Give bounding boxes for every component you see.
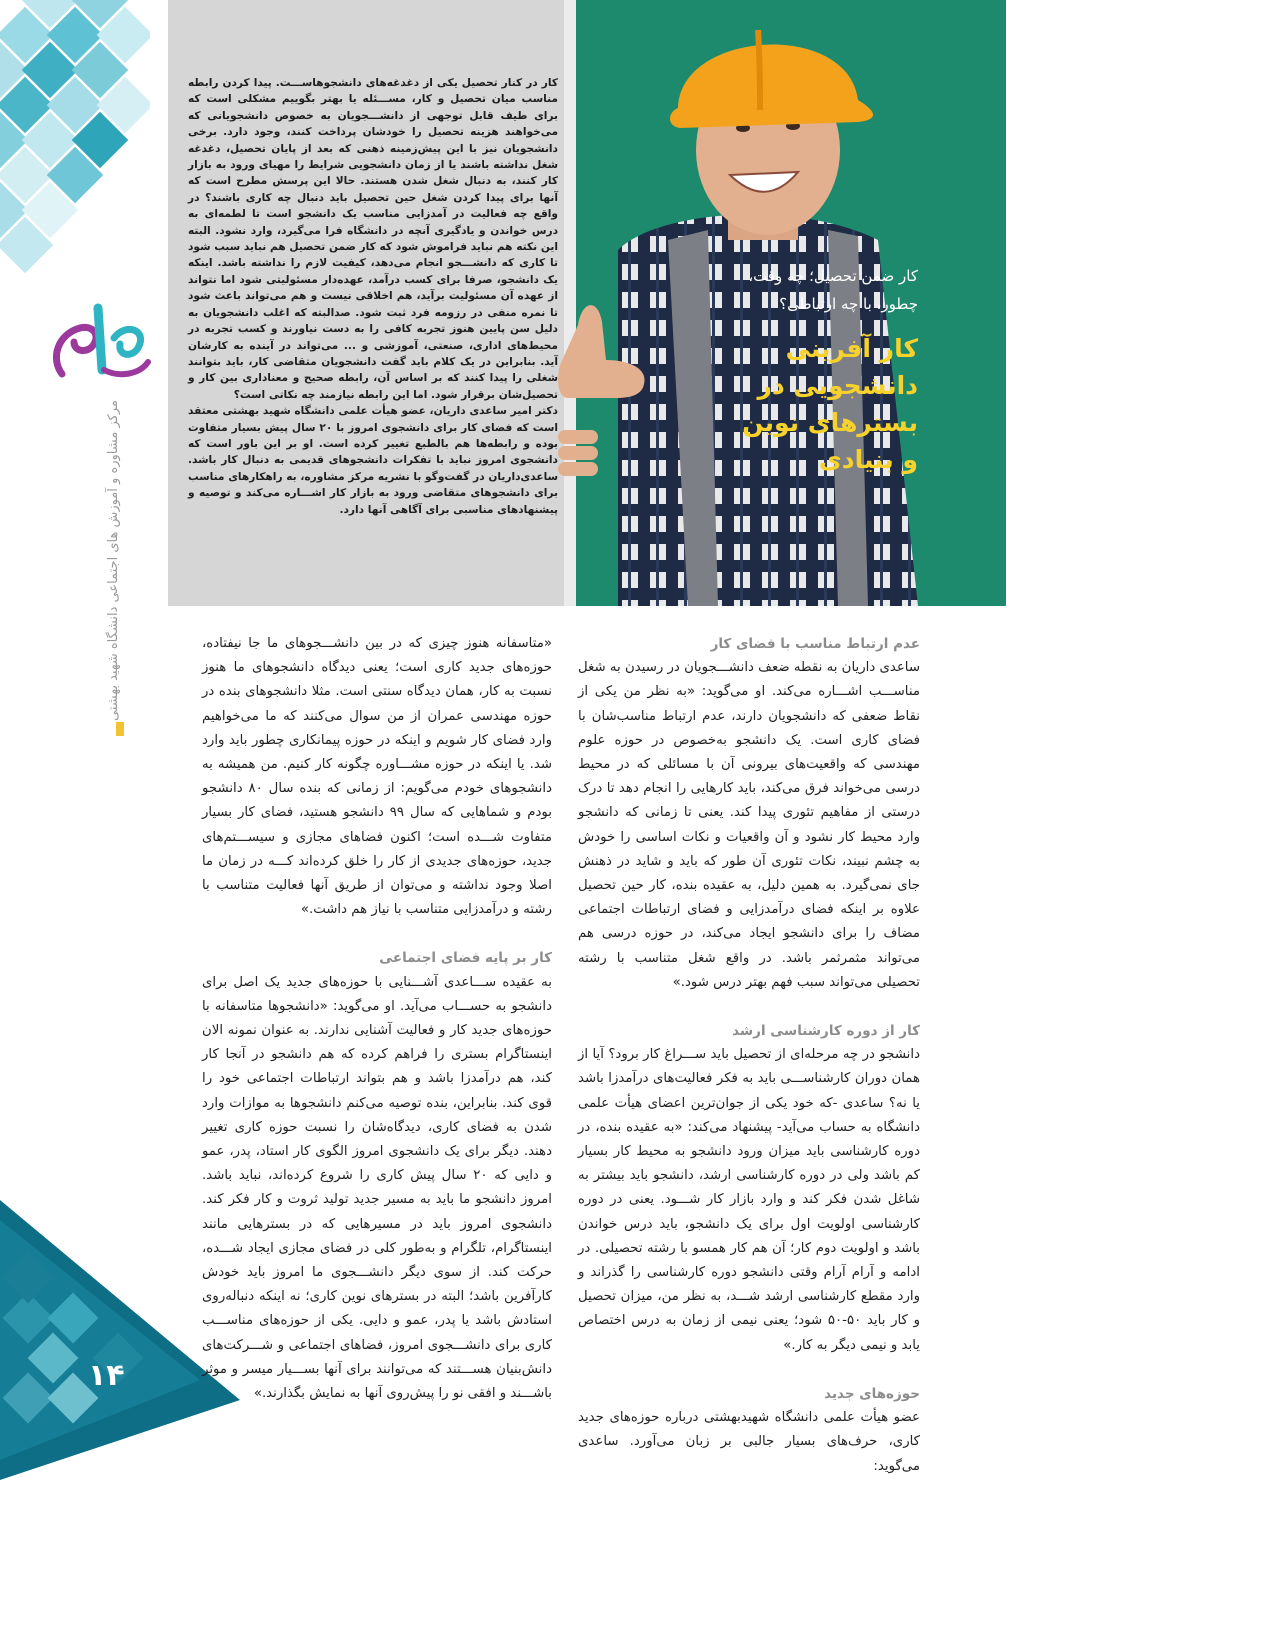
accent-bar: [116, 722, 124, 736]
organization-name-vertical: مرکز مشاوره و آموزش های اجتماعی دانشگاه شهید بهشتی: [106, 400, 121, 721]
decorative-diamond-pattern-top: [0, 0, 150, 290]
section-heading: کار بر پایه فضای اجتماعی: [379, 950, 552, 967]
section-heading: حوزه‌های جدید: [824, 1385, 920, 1402]
section-body: عضو هیأت علمی دانشگاه شهیدبهشتی درباره حوزه‌های جدید کاری، حرف‌های بسیار جالبی بر زبان می‌آورد. ساعدی می‌گوید:: [578, 1410, 920, 1474]
section-heading: کار از دوره کارشناسی ارشد: [732, 1023, 920, 1040]
page-number: ۱۴: [88, 1358, 125, 1393]
section-heading: عدم ارتباط مناسب با فضای کار: [710, 636, 920, 652]
hero-headline: کار آفرینی دانشجویی در بسترهای نوین و بنیادی: [742, 334, 918, 474]
hero-kicker: کار ضمن تحصیل؛ چه وقت، چطور، با چه ارتباطی؟: [748, 267, 918, 313]
section-body: «متاسفانه هنوز چیزی که در بین دانشـــجوهای ما جا نیفتاده، حوزه‌های جدید کاری است؛ یعنی دیدگاه دانشجوهای ما هنوز نسبت به کار، همان دیدگاه سنتی است. مثلا دانشجوهای بنده در حوزه مهندسی عمران از من سوال می‌کنند که ما می‌خواهیم وارد فضای کار شویم و اینکه در حوزه پیمانکاری چطور باید وارد شد. یا اینکه در حوزه مشـــاوره چگونه کار کنیم. من همیشه به دانشجوهای خودم می‌گویم: از زمانی که بنده سال ۸۰ دانشجو بودم و شماهایی که سال ۹۹ دانشجو هستید، فضای کار بسیار متفاوت شـــده است؛ اکنون فضاهای مجازی و سیســـتم‌های جدید، حوزه‌های جدیدی از کار را خلق کرده‌اند کـــه در زمان ما اصلا وجود نداشته و می‌توان از طریق آنها فعالیت متناسب با رشته و درآمدزایی متناسب با نیاز هم داشت.»: [202, 636, 552, 918]
intro-paragraph-1: کار در کنار تحصیل یکی از دغدغه‌های دانشجوهاســـت. پیدا کردن رابطه مناسب میان تحصیل و کار، مســـئله یا بهتر بگوییم مشکلی است که برای طیف قابل توجهی از دانشـــجویان به خصوص دانشجویانی که می‌خواهند هزینه تحصیل را خودشان پرداخت کنند، وجود دارد. برخی دانشجویان نیز با این پیش‌زمینه ذهنی که بعد از پایان تحصیل، دغدغه شغل نداشته باشند یا از زمان دانشجویی شرایط را مهیای ورود به بازار کار کنند، به دنبال شغل شدن هستند. حالا این پرسش مطرح است که آنها برای پیدا کردن شغل حین تحصیل باید دنبال چه کاری باشند؟ در واقع چه فعالیت در آمدزایی مناسب یک دانشجو است تا لطمه‌ای به درس خواندن و یادگیری آنچه در دانشگاه فرا می‌گیرد، وارد نشود. البته این نکته هم نباید فراموش شود که کار ضمن تحصیل هم نباید سبب شود تا کاری که دانشـــجو انجام می‌دهد، کیفیت لازم را نداشته باشد. اینکه یک دانشجو، صرفا برای کسب درآمد، عهده‌دار مسئولیتی شود اما نتواند از عهده آن مسئولیت برآید، هم اخلاقی نیست و هم می‌تواند باعث شود تا نمره منفی در رزومه فرد ثبت شود. صدالبته که اغلب دانشجویان به دلیل سن پایین هنوز تجربه کافی را به دست نیاورند و کسب تجربه در محیط‌های اداری، صنعتی، آموزشی و ... می‌تواند در آینده به کارشان آید. بنابراین در یک کلام باید گفت دانشجویان متقاضی کار، باید بتوانند شغلی را پیدا کنند که بر اساس آن، رابطه صحیح و معناداری بین کار و تحصیل‌شان برقرار شود. اما این رابطه نیازمند چه نکاتی است؟: [188, 77, 558, 401]
section-body: دانشجو در چه مرحله‌ای از تحصیل باید ســـراغ کار برود؟ آیا از همان دوران کارشناســـی باید به فکر فعالیت‌های درآمدزا باشد یا نه؟ ساعدی -که خود یکی از جوان‌ترین اعضای هیأت علمی دانشگاه به حساب می‌آید- پیشنهاد می‌کند: «به عقیده بنده، در دوره کارشناسی باید میزان ورود دانشجو به محیط کار بسیار کم باشد ولی در دوره کارشناسی ارشد، دانشجو باید بیشتر به شاغل شدن فکر کند و وارد بازار کار شـــود. یعنی در دوره کارشناسی اولویت اول برای یک دانشجو، باید درس خواندن باشد و اولویت دوم کار؛ آن هم کار همسو با رشته تحصیلی. در ادامه و آرام آرام وقتی دانشجو دوره کارشناسی را گذراند و وارد مقطع کارشناسی ارشد شـــد، به نظر من، میزان تحصیل و کار باید ۵۰-۵۰ شود؛ یعنی نیمی از زمان به درس اختصاص یابد و نیمی دیگر به کار.»: [578, 1047, 920, 1353]
section-body: به عقیده ســـاعدی آشـــنایی با حوزه‌های جدید یک اصل برای دانشجو به حســـاب می‌آید. او می‌گوید: «دانشجوها متاسفانه با حوزه‌های جدید کار و فعالیت آشنایی ندارند. به عنوان نمونه الان اینستاگرام بستری را فراهم کرده که هم دانشجو در آنجا کار کند، هم درآمدزا باشد و هم بتواند ارتباطات اجتماعی خود را قوی کند. بنابراین، بنده توصیه می‌کنم دانشجوها به موازات وارد شدن به فضای کاری، دیدگاه‌شان را نسبت حوزه کاری تغییر دهند. دیگر برای یک دانشجوی امروز الگوی کار استاد، پدر، عمو و دایی که ۲۰ سال پیش کاری را شروع کرده‌اند، نباید باشد. امروز دانشجو ما باید به مسیر جدید تولید ثروت و کار فکر کند. دانشجوی امروز باید در مسیرهایی که در بسترهایی مانند اینستاگرام، تلگرام و به‌طور کلی در فضای مجازی ایجاد شـــده، حرکت کند. از سوی دیگر دانشـــجوی ما امروز باید خودش کارآفرین باشد؛ البته در بسترهای نوین کاری؛ نه اینکه دنباله‌روی استادش باشد یا پدر، عمو و دایی. یکی از حوزه‌های مناســـب کاری برای دانشـــجوی امروز، فضاهای اجتماعی و شـــرکت‌های دانش‌بنیان هســـتند که می‌توانند برای آنها بســـیار میسر و موثر باشـــند و افقی نو را پیش‌روی آنها به نمایش بگذارند.»: [202, 974, 552, 1402]
intro-text: [188, 75, 558, 518]
section-body: ساعدی داریان به نقطه ضعف دانشـــجویان در رسیدن به شغل مناســـب اشـــاره می‌کند. او می‌گوید: «به نظر من یکی از نقاط ضعفی که دانشجویان دارند، عدم ارتباط مناسب‌شان با فضای کاری است. یک دانشجو به‌خصوص در حوزه علوم مهندسی که واقعیت‌های بیرونی آن با مسائلی که در محیط درسی می‌خواند فرق می‌کند، باید کارهایی را انجام دهد تا درک درستی از مفاهیم تئوری پیدا کند. یعنی تا زمانی که دانشجو وارد محیط کار نشود و آن واقعیات و نکات اساسی را خودش به چشم نبیند، نکات تئوری آن طور که باید و شاید در ذهنش جای نمی‌گیرد. به همین دلیل، به عقیده بنده، کار حین تحصیل علاوه بر اینکه فضای درآمدزایی و فضای ارتباطات اجتماعی مضاف را برای دانشجو ایجاد می‌کند، در حوزه درسی هم می‌تواند مثمرثمر باشد. در واقع شغل متناسب با رشته تحصیلی می‌تواند سبب فهم بهتر درس شود.»: [578, 660, 920, 990]
magazine-logo-icon: [40, 278, 160, 398]
article-column-right: [578, 632, 920, 1479]
article-column-left: [202, 632, 552, 1406]
intro-paragraph-2: دکتر امیر ساعدی داریان، عضو هیأت علمی دانشگاه شهید بهشتی معتقد است که فضای کار برای دانشجوی امروز با ۲۰ سال پیش بسیار متفاوت بوده و رابطه‌ها هم بالطبع تغییر کرده است. او بر این باور است که دانشجوی امروز نباید با تفکرات دانشجوهای قدیمی به دنبال کار باشد. ساعدی‌داریان در گفت‌وگو با نشریه مرکز مشاوره، به راهکارهای مناسب برای دانشجوهای متقاضی ورود به بازار کار اشـــاره می‌کند و توصیه و پیشنهادهای مناسبی برای آگاهی آنها دارد.: [188, 405, 558, 516]
